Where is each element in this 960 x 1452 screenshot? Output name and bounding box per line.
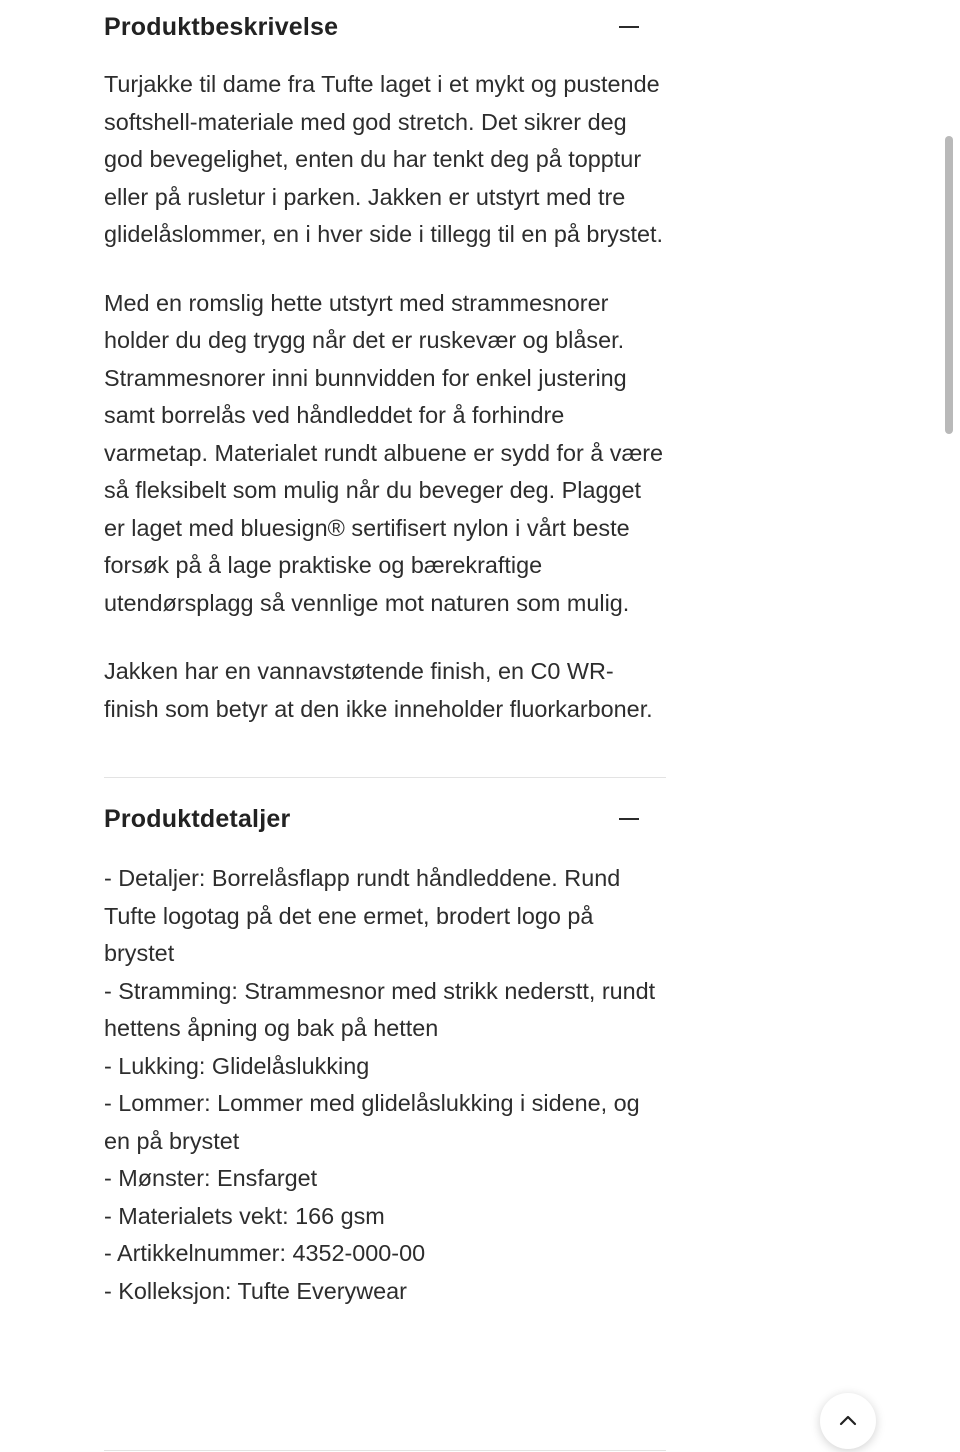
detail-item: - Artikkelnummer: 4352-000-00 xyxy=(104,1240,426,1266)
accordion-section-description xyxy=(104,0,666,728)
section-title-description: Produktbeskrivelse xyxy=(104,12,339,41)
section-divider xyxy=(104,1450,666,1451)
accordion-header-details[interactable] xyxy=(104,778,666,860)
product-info-accordion xyxy=(104,0,666,1310)
chevron-up-icon xyxy=(837,1410,859,1432)
detail-item: - Detaljer: Borrelåsflapp rundt håndleddene. Rund Tufte logotag på det ene ermet, brodert logo på brystet xyxy=(104,865,621,966)
description-paragraph: Jakken har en vannavstøtende finish, en C0 WR-finish som betyr at den ikke inneholder fluorkarboner. xyxy=(104,658,653,722)
accordion-section-details xyxy=(104,778,666,1310)
description-paragraph: Med en romslig hette utstyrt med strammesnorer holder du deg trygg når det er ruskevær og blåser. Strammesnorer inni bunnvidden for enkel justering samt borrelås ved håndleddet for å forhindre varmetap. Materialet rundt albuene er sydd for å være så fleksibelt som mulig når du beveger deg. Plagget er laget med bluesign® sertifisert nylon i vårt beste forsøk på å lage praktiske og bærekraftige utendørsplagg så vennlige mot naturen som mulig. xyxy=(104,289,664,616)
back-to-top-button[interactable] xyxy=(820,1393,876,1449)
detail-item: - Materialets vekt: 166 gsm xyxy=(104,1202,385,1229)
minus-icon[interactable] xyxy=(618,808,640,830)
section-title-details: Produktdetaljer xyxy=(104,804,291,833)
accordion-header-description[interactable] xyxy=(104,0,666,54)
accordion-body-description xyxy=(104,54,666,728)
detail-item: - Lukking: Glidelåslukking xyxy=(104,1052,370,1079)
minus-icon[interactable] xyxy=(618,16,640,38)
description-paragraph: Turjakke til dame fra Tufte laget i et mykt og pustende softshell-materiale med god stretch. Det sikrer deg god bevegelighet, enten du har tenkt deg på topptur eller på rusletur i parken. Jakken er utstyrt med tre glidelåslommer, en i hver side i tillegg til en på brystet. xyxy=(104,71,664,247)
detail-item: - Stramming: Strammesnor med strikk nederstt, rundt hettens åpning og bak på hetten xyxy=(104,977,656,1041)
detail-item: - Kolleksjon: Tufte Everywear xyxy=(104,1277,407,1304)
scrollbar-thumb[interactable] xyxy=(945,136,953,434)
accordion-body-details xyxy=(104,860,666,1310)
scrollbar[interactable] xyxy=(944,0,954,1452)
detail-list xyxy=(104,860,666,1310)
detail-item: - Lommer: Lommer med glidelåslukking i sidene, og en på brystet xyxy=(104,1090,640,1154)
detail-item: - Mønster: Ensfarget xyxy=(104,1165,318,1191)
